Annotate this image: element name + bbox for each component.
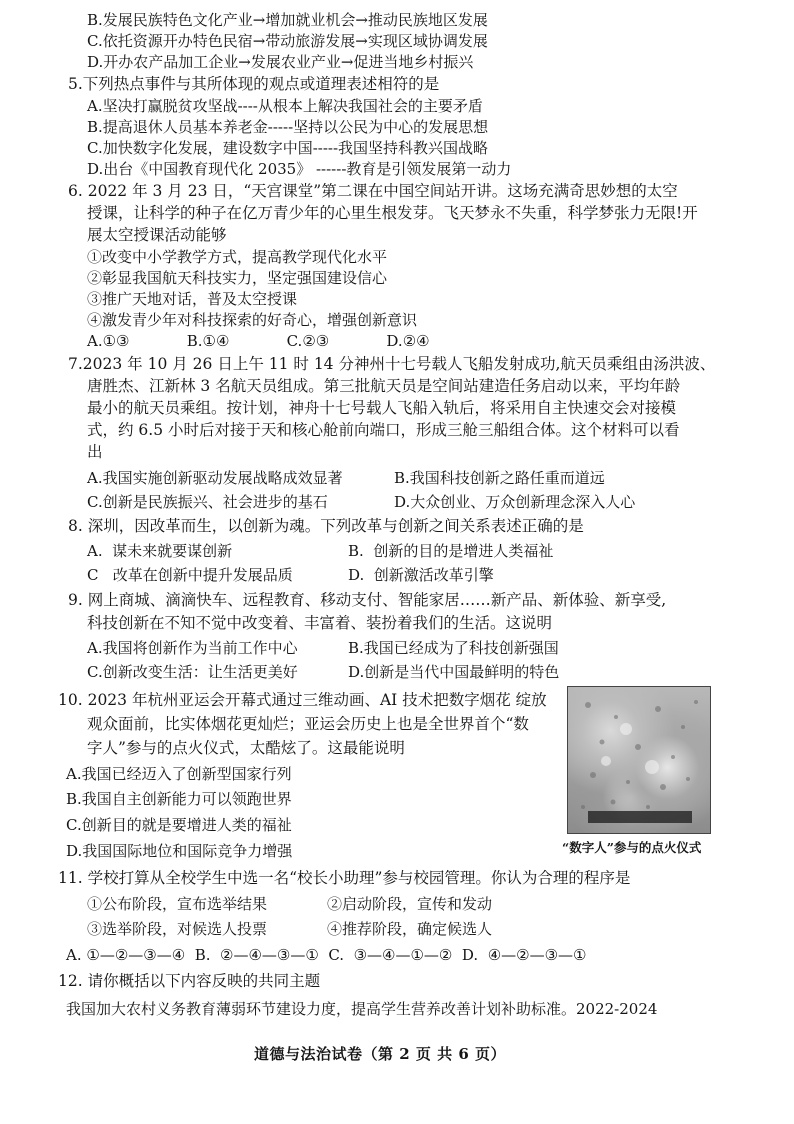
q6-statement-1: ①改变中小学教学方式，提高教学现代化水平	[87, 248, 388, 266]
q6-statement-4: ④激发青少年对科技探索的好奇心，增强创新意识	[87, 311, 418, 329]
q7-option-c: C.创新是民族振兴、社会进步的基石	[87, 493, 328, 511]
q6-statement-3: ③推广天地对话，普及太空授课	[87, 290, 298, 308]
question-6-stem-line2: 授课，让科学的种子在亿万青少年的心里生根发芽。飞天梦永不失重，科学梦张力无限!开	[87, 204, 698, 222]
q11-step-3: ③选举阶段，对候选人投票	[87, 920, 268, 938]
q4-option-d: D.开办农产品加工企业→发展农业产业→促进当地乡村振兴	[87, 53, 474, 71]
question-7-stem-line2: 唐胜杰、江新林 3 名航天员组成。第三批航天员是空间站建造任务启动以来，平均年龄	[87, 377, 681, 395]
question-7-stem: 7.2023 年 10 月 26 日上午 11 时 14 分神州十七号载人飞船发射成功,航天员乘组由汤洪波、	[68, 355, 716, 373]
question-11-stem: 11. 学校打算从全校学生中选一名“校长小助理”参与校园管理。你认为合理的程序是	[58, 869, 631, 887]
q5-option-b: B.提高退休人员基本养老金-----坚持以公民为中心的发展思想	[87, 118, 489, 136]
q8-option-a: A. 谋未来就要谋创新	[87, 542, 233, 560]
question-6-stem: 6. 2022 年 3 月 23 日，“天宫课堂”第二课在中国空间站开讲。这场充满奇思妙想的太空	[68, 182, 678, 200]
question-9-stem: 9. 网上商城、滴滴快车、远程教育、移动支付、智能家居……新产品、新体验、新享受,	[68, 591, 667, 609]
q10-option-a: A.我国已经迈入了创新型国家行列	[66, 765, 292, 783]
question-6-stem-line3: 展太空授课活动能够	[87, 226, 227, 244]
q8-option-d: D. 创新激活改革引擎	[348, 566, 494, 584]
q10-option-d: D.我国国际地位和国际竞争力增强	[66, 842, 293, 860]
q9-option-d: D.创新是当代中国最鲜明的特色	[348, 663, 560, 681]
question-10-stem-line2: 观众面前，比实体烟花更灿烂；亚运会历史上也是全世界首个“数	[87, 715, 529, 733]
question-10-stem-line3: 字人”参与的点火仪式，太酷炫了。这最能说明	[87, 739, 405, 757]
question-8-stem: 8. 深圳，因改革而生，以创新为魂。下列改革与创新之间关系表述正确的是	[68, 517, 584, 535]
q10-option-b: B.我国自主创新能力可以领跑世界	[66, 790, 292, 808]
question-5-stem: 5.下列热点事件与其所体现的观点或道理表述相符的是	[68, 75, 440, 93]
question-7-stem-line3: 最小的航天员乘组。按计划，神舟十七号载人飞船入轨后，将采用自主快速交会对接模	[87, 399, 677, 417]
question-9-stem-line2: 科技创新在不知不觉中改变着、丰富着、装扮着我们的生活。这说明	[87, 614, 553, 632]
question-12-stem: 12. 请你概括以下内容反映的共同主题	[58, 972, 321, 990]
q9-option-a: A.我国将创新作为当前工作中心	[87, 639, 298, 657]
q7-option-a: A.我国实施创新驱动发展战略成效显著	[87, 469, 343, 487]
digital-human-torch-photo	[567, 686, 711, 834]
q5-option-a: A.坚决打赢脱贫攻坚战----从根本上解决我国社会的主要矛盾	[87, 97, 483, 115]
q4-option-b: B.发展民族特色文化产业→增加就业机会→推动民族地区发展	[87, 11, 488, 29]
q4-option-c: C.依托资源开办特色民宿→带动旅游发展→实现区域协调发展	[87, 32, 488, 50]
q8-option-b: B. 创新的目的是增进人类福祉	[348, 542, 554, 560]
q9-option-b: B.我国已经成为了科技创新强国	[348, 639, 559, 657]
page-footer: 道德与法治试卷（第 2 页 共 6 页）	[254, 1045, 506, 1063]
q6-options: A.①③ B.①④ C.②③ D.②④	[87, 332, 430, 350]
question-7-stem-line4: 式，约 6.5 小时后对接于天和核心舱前向端口，形成三舱三船组合体。这个材料可以看	[87, 421, 680, 439]
q8-option-c: C 改革在创新中提升发展品质	[87, 566, 293, 584]
question-7-stem-line5: 出	[87, 443, 103, 461]
photo-stage-bar	[588, 811, 692, 823]
q7-option-b: B.我国科技创新之路任重而道远	[394, 469, 605, 487]
q11-options: A. ①—②—③—④ B. ②—④—③—① C. ③—④—①—② D. ④—②—③—①	[66, 946, 587, 964]
q10-option-c: C.创新目的就是要增进人类的福祉	[66, 816, 292, 834]
figure-caption: “数字人”参与的点火仪式	[562, 840, 702, 855]
q5-option-c: C.加快数字化发展，建设数字中国-----我国坚持科教兴国战略	[87, 139, 489, 157]
q11-step-1: ①公布阶段，宣布选举结果	[87, 895, 268, 913]
q6-statement-2: ②彰显我国航天科技实力，坚定强国建设信心	[87, 269, 388, 287]
q5-option-d: D.出台《中国教育现代化 2035》 ------教育是引领发展第一动力	[87, 160, 512, 178]
q12-material: 我国加大农村义务教育薄弱环节建设力度，提高学生营养改善计划补助标准。2022-2024	[66, 1000, 658, 1018]
question-10-stem: 10. 2023 年杭州亚运会开幕式通过三维动画、AI 技术把数字烟花 绽放	[58, 691, 547, 709]
q11-step-2: ②启动阶段，宣传和发动	[327, 895, 493, 913]
q7-option-d: D.大众创业、万众创新理念深入人心	[394, 493, 636, 511]
q9-option-c: C.创新改变生活：让生活更美好	[87, 663, 298, 681]
q11-step-4: ④推荐阶段，确定候选人	[327, 920, 493, 938]
